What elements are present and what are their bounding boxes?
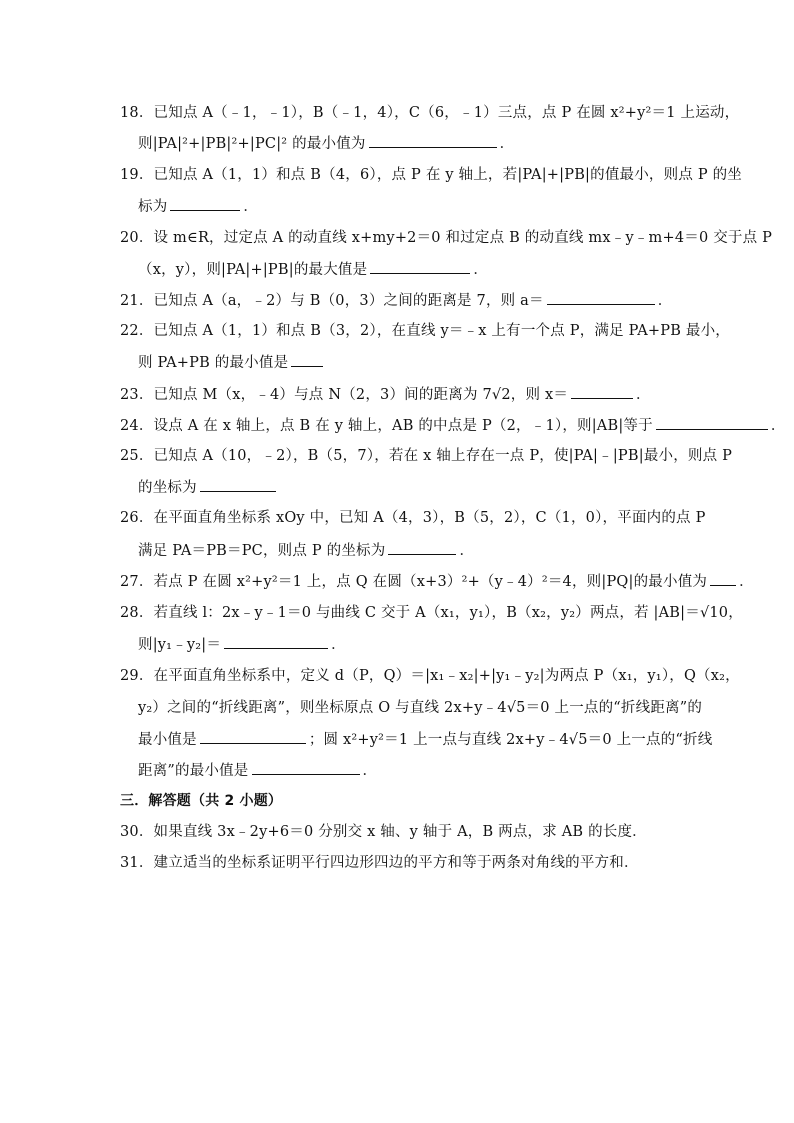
answer-blank[interactable] (200, 729, 306, 744)
problem-29-text: 最小值是 (138, 732, 197, 748)
problem-24-text: 24．设点 A 在 x 轴上，点 B 在 y 轴上，AB 的中点是 P（2，﹣1），则|AB|等于 (120, 418, 653, 434)
answer-blank[interactable] (571, 384, 633, 399)
period: ． (499, 136, 515, 152)
problem-25-line-1: 25．已知点 A（10，﹣2），B（5，7），若在 x 轴上存在一点 P，使|PA|﹣|PB|最小，则点 P (120, 448, 733, 464)
problem-22-line-2 (138, 352, 326, 373)
period: ． (770, 418, 786, 434)
problem-29-line-3 (138, 729, 712, 750)
period: ． (657, 293, 673, 309)
answer-blank[interactable] (291, 352, 323, 367)
problem-25-line-2 (138, 477, 279, 498)
answer-blank[interactable] (170, 196, 240, 211)
problem-18-text: 则|PA|²+|PB|²+|PC|² 的最小值为 (138, 136, 366, 152)
problem-19-line-1: 19．已知点 A（1，1）和点 B（4，6），点 P 在 y 轴上，若|PA|+|PB|的值最小，则点 P 的坐 (120, 167, 743, 183)
problem-18-line-1: 18．已知点 A（﹣1，﹣1），B（﹣1，4），C（6，﹣1）三点，点 P 在圆 x²+y²＝1 上运动， (120, 105, 740, 121)
problem-28-text: 则|y₁﹣y₂|＝ (138, 637, 222, 653)
problem-28-line-2 (138, 634, 346, 655)
problem-28-line-1: 28．若直线 l：2x﹣y﹣1＝0 与曲线 C 交于 A（x₁，y₁），B（x₂，y₂）两点，若 |AB|＝√10， (120, 605, 743, 621)
problem-25-text: 的坐标为 (138, 480, 197, 496)
problem-23-line-1 (120, 384, 651, 405)
problem-27-line-1 (120, 571, 754, 592)
answer-blank[interactable] (388, 540, 456, 555)
problem-30: 30．如果直线 3x﹣2y+6＝0 分别交 x 轴、y 轴于 A，B 两点，求 AB 的长度． (120, 824, 647, 840)
section-heading: 三．解答题（共 2 小题） (120, 793, 283, 809)
problem-26-text: 满足 PA＝PB＝PC，则点 P 的坐标为 (138, 543, 386, 559)
problem-21-text: 21．已知点 A（a，﹣2）与 B（0，3）之间的距离是 7，则 a＝ (120, 293, 544, 309)
answer-blank[interactable] (710, 571, 736, 586)
answer-blank[interactable] (656, 415, 768, 430)
problem-29-text: ；圆 x²+y²＝1 上一点与直线 2x+y﹣4√5＝0 上一点的“折线 (308, 732, 713, 748)
problem-19-text: 标为 (138, 199, 168, 215)
answer-blank[interactable] (547, 290, 655, 305)
problem-18-line-2 (138, 133, 514, 154)
problem-20-line-2 (138, 259, 488, 280)
period: ． (331, 637, 346, 653)
problem-27-text: 27．若点 P 在圆 x²+y²＝1 上，点 Q 在圆（x+3）²+（y﹣4）²＝4，则|PQ|的最小值为 (120, 574, 708, 590)
problem-26-line-1: 26．在平面直角坐标系 xOy 中，已知 A（4，3），B（5，2），C（1，0），平面内的点 P (120, 510, 706, 526)
problem-26-line-2 (138, 540, 474, 561)
period: ． (739, 574, 754, 590)
answer-blank[interactable] (369, 133, 497, 148)
period: ． (459, 543, 475, 559)
problem-31: 31．建立适当的坐标系证明平行四边形四边的平方和等于两条对角线的平方和． (120, 855, 639, 871)
problem-22-text: 则 PA+PB 的最小值是 (138, 355, 289, 371)
problem-20-line-1: 20．设 m∈R，过定点 A 的动直线 x+my+2＝0 和过定点 B 的动直线 mx﹣y﹣m+4＝0 交于点 P (120, 230, 773, 246)
problem-20-text: （x，y），则|PA|+|PB|的最大值是 (138, 262, 368, 278)
answer-blank[interactable] (370, 259, 470, 274)
problem-19-line-2 (138, 196, 258, 217)
answer-blank[interactable] (224, 634, 328, 649)
problem-29-line-2: y₂）之间的“折线距离”，则坐标原点 O 与直线 2x+y﹣4√5＝0 上一点的“折线距离”的 (138, 700, 703, 716)
period: ． (362, 763, 378, 779)
period: ． (243, 199, 259, 215)
problem-21-line-1 (120, 290, 672, 311)
answer-blank[interactable] (200, 477, 276, 492)
problem-29-line-4 (138, 760, 377, 781)
answer-blank[interactable] (252, 760, 360, 775)
period: ． (636, 387, 651, 403)
problem-29-text: 距离”的最小值是 (138, 763, 249, 779)
problem-22-line-1: 22．已知点 A（1，1）和点 B（3，2），在直线 y＝﹣x 上有一个点 P，满足 PA+PB 最小， (120, 323, 730, 339)
period: ． (473, 262, 489, 278)
problem-24-line-1 (120, 415, 786, 436)
problem-23-text: 23．已知点 M（x，﹣4）与点 N（2，3）间的距离为 7√2，则 x＝ (120, 387, 569, 403)
problem-29-line-1: 29．在平面直角坐标系中，定义 d（P，Q）＝|x₁﹣x₂|+|y₁﹣y₂|为两点 P（x₁，y₁），Q（x₂， (120, 668, 740, 684)
